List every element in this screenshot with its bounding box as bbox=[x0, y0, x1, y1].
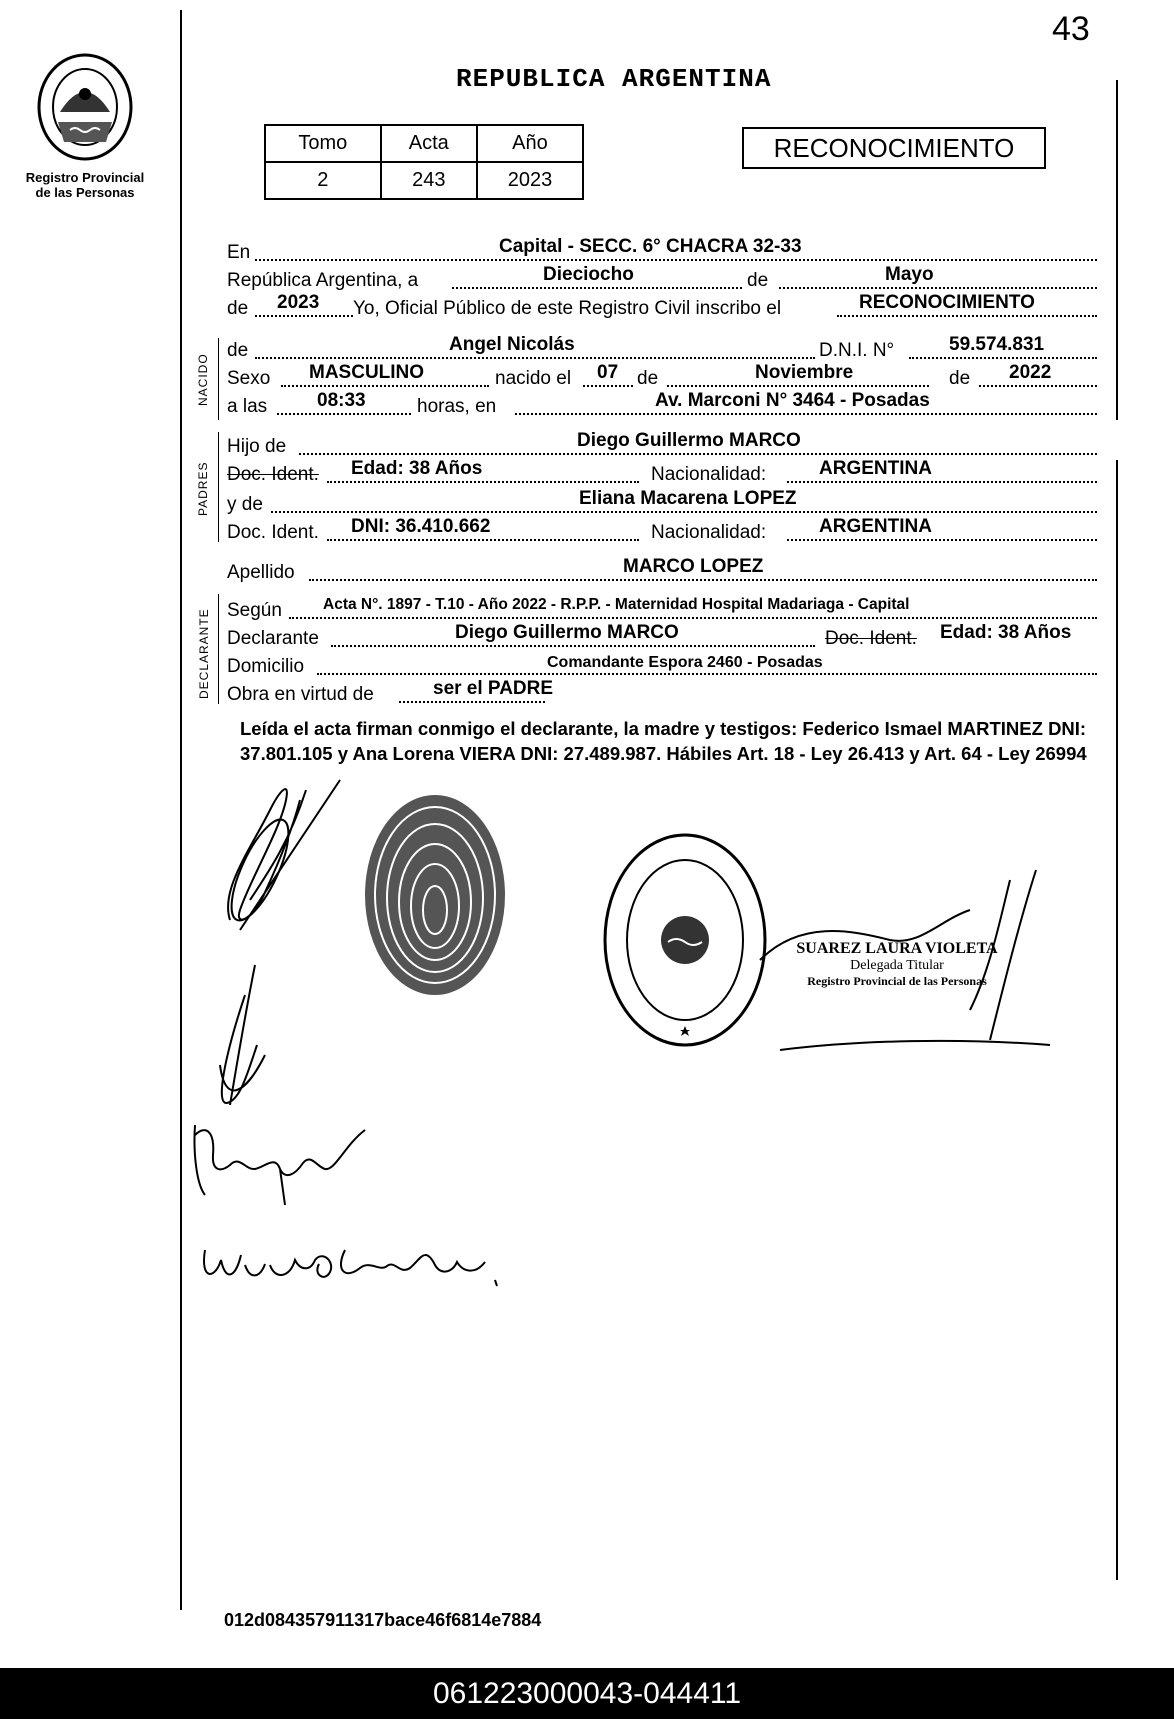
section-rule bbox=[218, 338, 219, 420]
dotted-line bbox=[271, 511, 1097, 513]
signature-official bbox=[740, 860, 1060, 1060]
obra-value: ser el PADRE bbox=[433, 678, 554, 699]
nacionalidad-label: Nacionalidad: bbox=[651, 464, 767, 485]
registry-logo bbox=[30, 52, 140, 162]
form-row-apellido bbox=[227, 558, 1097, 584]
de-label: de bbox=[637, 368, 659, 389]
oficial-text: Yo, Oficial Público de este Registro Civil inscribo el bbox=[353, 298, 782, 319]
left-margin-rule bbox=[180, 10, 182, 1610]
year-value: 2023 bbox=[277, 292, 320, 313]
register-table bbox=[264, 124, 584, 200]
dotted-line bbox=[317, 673, 1097, 675]
footer-code: 061223000043-044411 bbox=[0, 1668, 1174, 1719]
de-label: de bbox=[227, 340, 249, 361]
republica-label: República Argentina, a bbox=[227, 270, 419, 291]
segun-label: Según bbox=[227, 600, 282, 621]
form-row-domicilio bbox=[227, 652, 1097, 678]
en-value: Capital - SECC. 6° CHACRA 32-33 bbox=[499, 236, 802, 257]
table-cell: 243 bbox=[381, 162, 477, 199]
dni-label: D.N.I. N° bbox=[819, 340, 895, 361]
padre-value: Diego Guillermo MARCO bbox=[577, 430, 801, 451]
form-row-en bbox=[227, 238, 1097, 264]
birth-month: Noviembre bbox=[755, 362, 854, 383]
form-row-nombre bbox=[227, 336, 1097, 362]
dotted-line bbox=[979, 385, 1097, 387]
month-value: Mayo bbox=[885, 264, 934, 285]
day-value: Dieciocho bbox=[543, 264, 634, 285]
a-las-label: a las bbox=[227, 396, 268, 417]
declarante-label: Declarante bbox=[227, 628, 319, 649]
side-label-declarante: DECLARANTE bbox=[197, 608, 211, 699]
side-label-padres: PADRES bbox=[196, 461, 210, 516]
closing-text: Leída el acta firman conmigo el declarante, la madre y testigos: Federico Ismael MARTINEZ DNI: 37.801.105 y Ana Lorena VIERA DNI: 27.489.987. Hábiles Art. 18 - Ley 26.413 y Art. 64 - Ley 26994 bbox=[240, 718, 1087, 764]
madre-doc-value: DNI: 36.410.662 bbox=[351, 516, 491, 537]
dotted-line bbox=[779, 287, 1097, 289]
official-name: SUAREZ LAURA VIOLETA bbox=[796, 940, 998, 957]
signature-witness-1 bbox=[185, 955, 385, 1215]
de-label: de bbox=[227, 298, 249, 319]
apellido-value: MARCO LOPEZ bbox=[623, 556, 764, 577]
madre-nac-value: ARGENTINA bbox=[819, 516, 932, 537]
dotted-line bbox=[909, 357, 1097, 359]
dotted-line bbox=[452, 287, 742, 289]
domicilio-value: Comandante Espora 2460 - Posadas bbox=[547, 654, 823, 671]
coat-of-arms-icon bbox=[30, 52, 140, 162]
en-label: En bbox=[227, 242, 251, 263]
table-cell: 2 bbox=[265, 162, 381, 199]
section-rule bbox=[218, 432, 219, 542]
dotted-line bbox=[787, 539, 1097, 541]
hora-value: 08:33 bbox=[317, 390, 366, 411]
dotted-line bbox=[281, 385, 489, 387]
tipo-value: RECONOCIMIENTO bbox=[859, 292, 1035, 313]
obra-label: Obra en virtud de bbox=[227, 684, 374, 705]
de-label: de bbox=[747, 270, 769, 291]
nacionalidad-label: Nacionalidad: bbox=[651, 522, 767, 543]
table-cell: 2023 bbox=[477, 162, 583, 199]
sexo-value: MASCULINO bbox=[309, 362, 425, 383]
form-row-segun bbox=[227, 596, 1097, 622]
page-number: 43 bbox=[1052, 10, 1090, 48]
dotted-line bbox=[327, 539, 639, 541]
official-role: Delegada Titular bbox=[850, 958, 944, 973]
form-row-inscripcion bbox=[227, 294, 1097, 320]
apellido-label: Apellido bbox=[227, 562, 295, 583]
dotted-line bbox=[277, 413, 411, 415]
form-row-obra bbox=[227, 680, 1097, 706]
form-row-declarante bbox=[227, 624, 1097, 650]
dotted-line bbox=[515, 413, 1097, 415]
form-row-hora bbox=[227, 392, 1097, 418]
table-header-cell: Año bbox=[477, 125, 583, 162]
registry-line-2: de las Personas bbox=[35, 185, 135, 200]
table-header-row bbox=[265, 125, 583, 162]
right-edge-mark bbox=[1116, 80, 1118, 420]
padre-nac-value: ARGENTINA bbox=[819, 458, 932, 479]
table-row bbox=[265, 162, 583, 199]
nacido-el-label: nacido el bbox=[495, 368, 572, 389]
lugar-value: Av. Marconi N° 3464 - Posadas bbox=[655, 390, 930, 411]
declarante-value: Diego Guillermo MARCO bbox=[455, 622, 679, 643]
form-row-madre-doc bbox=[227, 518, 1097, 544]
doc-type-box: RECONOCIMIENTO bbox=[742, 127, 1046, 169]
table-header-cell: Tomo bbox=[265, 125, 381, 162]
registry-line-1: Registro Provincial bbox=[25, 170, 145, 185]
form-row-padre bbox=[227, 432, 1097, 458]
dni-value: 59.574.831 bbox=[949, 334, 1045, 355]
doc-ident-label: Doc. Ident. bbox=[227, 522, 319, 543]
padre-doc-value: Edad: 38 Años bbox=[351, 458, 483, 479]
registry-name bbox=[10, 170, 160, 200]
birth-year: 2022 bbox=[1009, 362, 1052, 383]
dotted-line bbox=[583, 385, 633, 387]
dotted-line bbox=[309, 579, 1097, 581]
dotted-line bbox=[255, 357, 815, 359]
dotted-line bbox=[787, 481, 1097, 483]
dotted-line bbox=[837, 315, 1097, 317]
dotted-line bbox=[299, 453, 1097, 455]
domicilio-label: Domicilio bbox=[227, 656, 305, 677]
side-label-nacido: NACIDO bbox=[196, 353, 210, 406]
segun-value: Acta N°. 1897 - T.10 - Año 2022 - R.P.P. - Maternidad Hospital Madariaga - Capital bbox=[323, 596, 910, 613]
dotted-line bbox=[667, 385, 929, 387]
doc-ident-label: Doc. Ident. bbox=[825, 628, 917, 649]
dotted-line bbox=[327, 481, 639, 483]
form-row-padre-doc bbox=[227, 460, 1097, 486]
dotted-line bbox=[255, 259, 1097, 261]
right-edge-mark bbox=[1116, 460, 1118, 1580]
dotted-line bbox=[399, 701, 545, 703]
y-de-label: y de bbox=[227, 494, 263, 515]
hash-code: 012d084357911317bace46f6814e7884 bbox=[224, 1610, 542, 1630]
madre-value: Eliana Macarena LOPEZ bbox=[579, 488, 797, 509]
signature-witness-2 bbox=[195, 1220, 535, 1300]
dotted-line bbox=[255, 315, 353, 317]
de-label: de bbox=[949, 368, 971, 389]
dotted-line bbox=[331, 645, 815, 647]
birth-day: 07 bbox=[597, 362, 619, 383]
hijo-de-label: Hijo de bbox=[227, 436, 287, 457]
table-header-cell: Acta bbox=[381, 125, 477, 162]
declarante-doc-value: Edad: 38 Años bbox=[940, 622, 1072, 643]
form-row-sexo bbox=[227, 364, 1097, 390]
form-row-madre bbox=[227, 490, 1097, 516]
section-rule bbox=[218, 594, 219, 704]
doc-ident-label: Doc. Ident. bbox=[227, 464, 319, 485]
official-org: Registro Provincial de las Personas bbox=[807, 974, 987, 988]
page-title: REPUBLICA ARGENTINA bbox=[456, 64, 772, 94]
nombre-value: Angel Nicolás bbox=[449, 334, 575, 355]
form-row-fecha bbox=[227, 266, 1097, 292]
horas-en-label: horas, en bbox=[417, 396, 497, 417]
sexo-label: Sexo bbox=[227, 368, 271, 389]
dotted-line bbox=[289, 617, 1097, 619]
signature-declarante bbox=[210, 770, 350, 940]
